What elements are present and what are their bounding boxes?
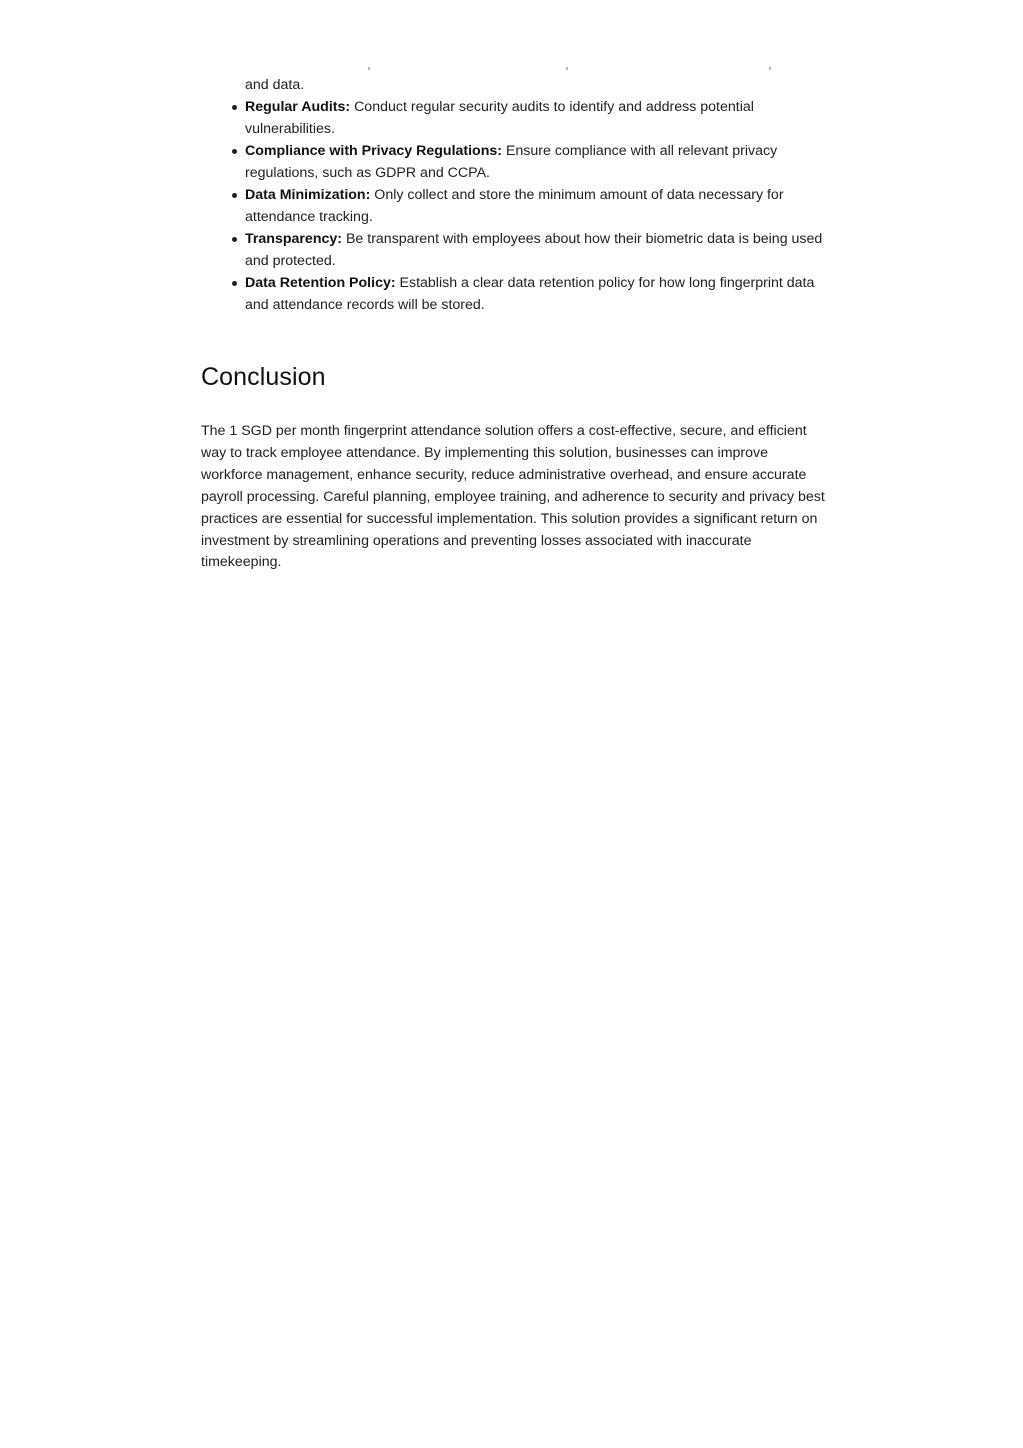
list-item (245, 140, 831, 184)
list-item-text: Conduct regular security audits to identify and address potential vulnerabilities. (245, 99, 754, 137)
list-item-text: Only collect and store the minimum amount of data necessary for attendance tracking. (245, 187, 784, 225)
list-item-label: Data Minimization: (245, 187, 371, 203)
list-item (245, 184, 831, 228)
conclusion-paragraph: The 1 SGD per month fingerprint attendance solution offers a cost-effective, secure, and efficient way to track employee attendance. By implementing this solution, businesses can improve workforce management, enhance security, reduce administrative overhead, and ensure accurate payroll processing. Careful planning, employee training, and adherence to security and privacy best practices are essential for successful implementation. This solution provides a significant return on investment by streamlining operations and preventing losses associated with inaccurate timekeeping. (201, 423, 825, 571)
list-item (245, 74, 831, 96)
list-item-label: Transparency: (245, 231, 342, 247)
list-item (245, 228, 831, 272)
list-item-text: Establish a clear data retention policy for how long fingerprint data and attendance records will be stored. (245, 275, 815, 313)
list-item (245, 96, 831, 140)
clipped-previous-line (244, 62, 774, 70)
list-item (245, 272, 831, 316)
list-item-label: Data Retention Policy: (245, 275, 396, 291)
list-item-text: Be transparent with employees about how their biometric data is being used and protected. (245, 231, 823, 269)
list-item-label: Regular Audits: (245, 99, 351, 115)
conclusion-heading: Conclusion (201, 363, 326, 391)
list-item-text: Ensure compliance with all relevant privacy regulations, such as GDPR and CCPA. (245, 143, 778, 181)
security-best-practices-list (201, 74, 831, 316)
list-item-label: Compliance with Privacy Regulations: (245, 143, 503, 159)
list-item-text: and data. (245, 77, 305, 93)
